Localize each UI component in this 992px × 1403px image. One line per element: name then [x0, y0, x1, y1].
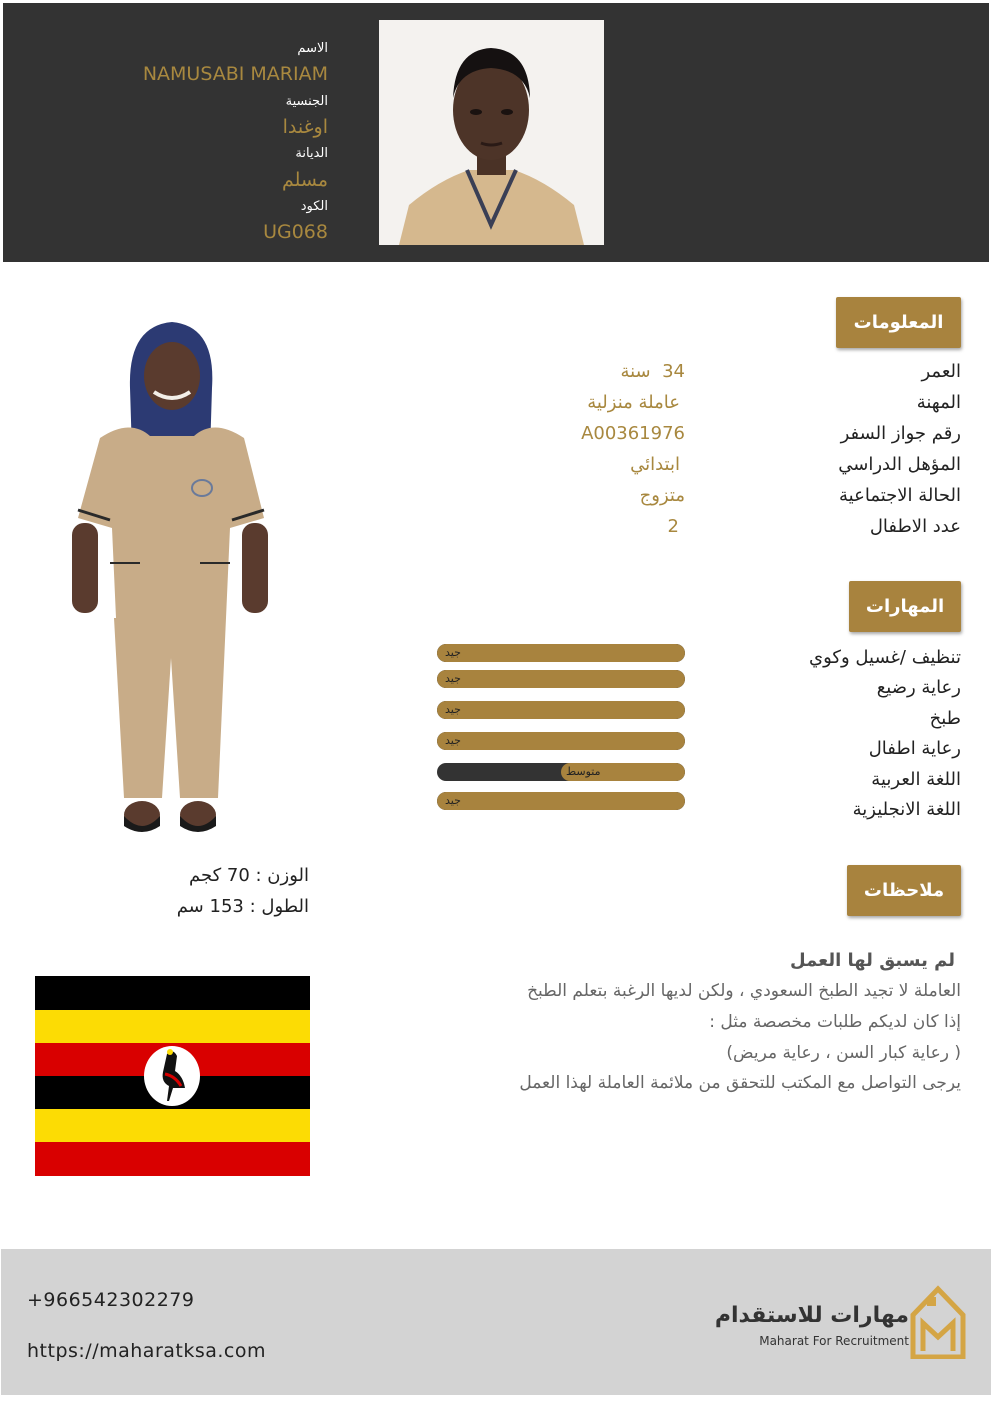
info-section-title: المعلومات [836, 297, 961, 348]
weight-value: الوزن : 70 كجم [189, 865, 309, 886]
skill-label: اللغة العربية [871, 769, 961, 790]
skill-bar-fill [437, 792, 685, 810]
skill-level: جيد [445, 734, 461, 747]
footer [1, 1249, 991, 1395]
skill-bar-fill [437, 644, 685, 662]
skill-level: جيد [445, 672, 461, 685]
skill-bar-fill [437, 732, 685, 750]
skill-label: اللغة الانجليزية [852, 799, 961, 820]
phone-number: +966542302279 [27, 1289, 195, 1311]
passport-value: A00361976 [581, 423, 685, 444]
religion-label: الديانة [295, 146, 328, 161]
house-logo-icon [909, 1285, 967, 1359]
website-link[interactable]: https://maharatksa.com [27, 1340, 267, 1362]
name-label: الاسم [297, 41, 328, 56]
age-value [620, 361, 685, 382]
full-body-photo [70, 318, 270, 838]
skill-label: تنظيف /غسيل وكوي [809, 647, 961, 668]
age-unit: سنة [620, 361, 651, 382]
age-label: العمر [921, 361, 961, 382]
marital-status-label: الحالة الاجتماعية [839, 485, 961, 506]
notes-line: ( رعاية كبار السن ، رعاية مريض) [726, 1043, 961, 1063]
education-value: ابتدائي [630, 454, 680, 475]
children-label: عدد الاطفال [869, 516, 961, 537]
children-value: 2 [667, 516, 679, 537]
skill-level: جيد [445, 646, 461, 659]
worker-name: NAMUSABI MARIAM [142, 63, 328, 85]
skill-bar [437, 644, 685, 662]
passport-label: رقم جواز السفر [840, 423, 961, 444]
religion-value: مسلم [281, 169, 328, 191]
job-label: المهنة [916, 392, 961, 413]
nationality-label: الجنسية [285, 94, 328, 109]
skill-bar [437, 670, 685, 688]
company-logo [714, 1283, 973, 1361]
skill-bar-fill [437, 701, 685, 719]
code-label: الكود [300, 199, 328, 214]
skill-level: متوسط [565, 765, 601, 778]
skills-section-title: المهارات [849, 581, 961, 632]
skill-bar [437, 732, 685, 750]
nationality-value: اوغندا [282, 116, 328, 138]
skill-level: جيد [445, 794, 461, 807]
age-number: 34 [662, 361, 685, 382]
logo-english-text: Maharat For Recruitment [759, 1334, 909, 1348]
skill-bar [437, 763, 685, 781]
skill-label: طبخ [929, 708, 961, 729]
job-value: عاملة منزلية [587, 392, 680, 413]
notes-line: العاملة لا تجيد الطبخ السعودي ، ولكن لديها الرغبة بتعلم الطبخ [527, 981, 961, 1001]
marital-status-value: متزوج [639, 485, 685, 506]
skill-label: رعاية اطفال [868, 738, 961, 759]
notes-line: يرجى التواصل مع المكتب للتحقق من ملائمة العاملة لهذا العمل [519, 1073, 961, 1093]
skill-label: رعاية رضيع [876, 677, 961, 698]
uganda-flag-icon [35, 976, 310, 1176]
skill-bar-fill [437, 670, 685, 688]
education-label: المؤهل الدراسي [838, 454, 961, 475]
logo-arabic-text: مهارات للاستقدام [714, 1303, 909, 1328]
notes-line: إذا كان لديكم طلبات مخصصة مثل : [709, 1012, 961, 1032]
notes-section-title: ملاحظات [847, 865, 961, 916]
portrait-photo [379, 20, 604, 245]
skill-level: جيد [445, 703, 461, 716]
skill-bar [437, 792, 685, 810]
height-value: الطول : 153 سم [176, 896, 309, 917]
notes-headline: لم يسبق لها العمل [790, 950, 955, 971]
code-value: UG068 [263, 221, 328, 243]
skill-bar [437, 701, 685, 719]
